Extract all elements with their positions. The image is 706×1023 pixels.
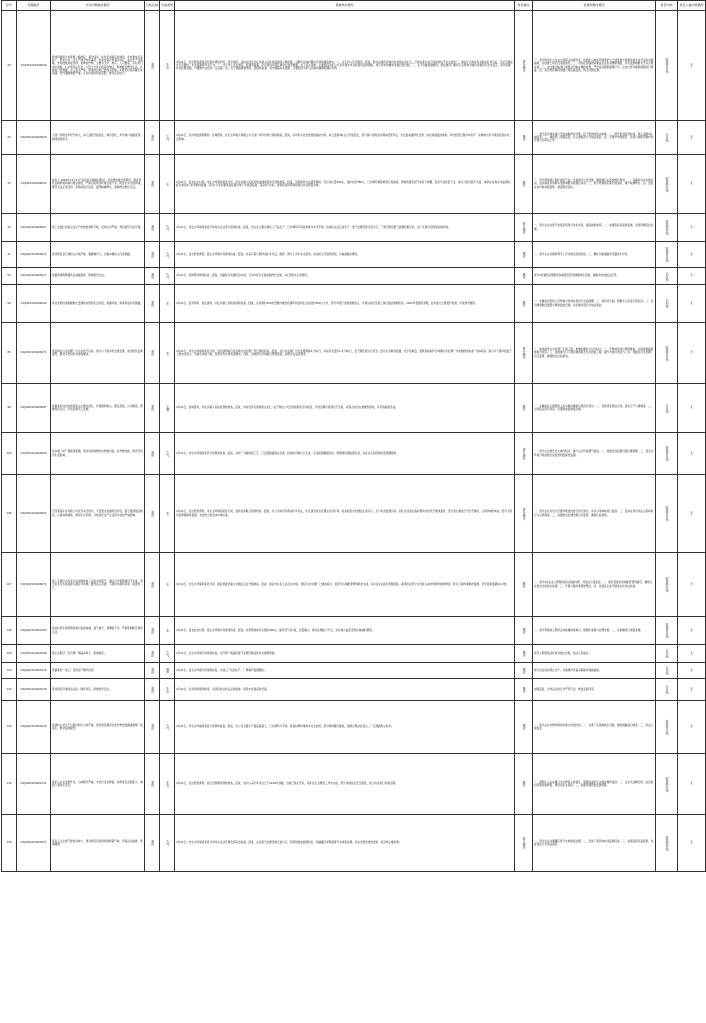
row-closed: 已办结 [656, 285, 678, 323]
row-handling: 一、加快推进污水处理厂扩建工程，新增处理能力1万吨/日。二、开展城区雨污管网排查，对混接错接管道进行改造。三、实施排污口下游河道清淤及生态修复工程，提升水体自净能力。四、加强对污水处理厂运行监管，确保稳定达标排放。 [533, 323, 656, 384]
row-handling: 责令企业夜间停止生产，对高噪声设备采取隔声减振措施。 [533, 663, 656, 679]
row-closed: 已办结 [656, 121, 678, 155]
row-issue: 新州所辖黄沙村黄姐公路地段，黄沙线旁、在挖平乡路沿线地段，乡村建成多家砖厂，原来沙河、水主产地洪水所淹没，并来自黄沙村周边村庄，农业生产受影响，乡村坡地造成田地，未种农作物，主要为玉米、地瓜。人口聚集，乡村实行集中垦地。1.矿场非法开采，大量土方外运到其他地区，影响附近群众生活。2.地表已经裸露，水土流失严重，原来的田地已经成为荒地。3.附近村民房屋出现裂缝，村内道路破损严重。4.乡村集体利益受损，群众意见较大。 [51, 11, 145, 121]
row-code: D2JX202104200017 [17, 268, 51, 285]
header-region: 行政区域 [145, 1, 160, 11]
row-handling: 一、责令2家企业立即整改雨污混接问题，并依法立案查处。二、园区管委会加快配套管网建设，确保企业废水全收集全处理。三、开展下游沟渠清淤整治。四、对园区企业开展常态化执法检查。 [533, 553, 656, 617]
row-type: 水 [160, 155, 175, 214]
row-number: 138 [2, 815, 17, 872]
table-row [2, 11, 706, 121]
table-row [2, 285, 706, 323]
table-row [2, 815, 706, 872]
table-row [2, 433, 706, 475]
row-closed: 已办结 [656, 679, 678, 701]
header-survey: 调查核实情况 [175, 1, 515, 11]
row-code: D2JX202104200020 [17, 121, 51, 155]
row-code: D2JX202104200011 [17, 242, 51, 268]
row-handling: 一、责令两家矿山企业立即停止违规作业，按照矿山地质环境保护与土地复垦方案要求落实边开采边治理措施，完成排土场拦挡设施建设。二、对存在裂缝的房屋由企业负责维修加固，并对受影响群众予以合理补偿。三、由交通运输部门加强对运输车辆的监管，严厉查处超载超限行为，企业出资对破损道路进行修复。四、县自然资源局加强日常巡查监管，防止问题反弹。 [533, 11, 656, 121]
table-row [2, 701, 706, 754]
row-verified: 部分属实 [515, 323, 533, 384]
row-type: 大气 [160, 701, 175, 754]
row-handling: 一、乡镇政府立即组织人员车辆对堆积垃圾进行清运。二、及时续签保洁合同，落实日产日清制度。三、对收集点进行改造，设置渗滤液收集设施。 [533, 384, 656, 433]
table-row [2, 553, 706, 617]
row-number: 33 [2, 155, 17, 214]
row-region: 某县 [145, 155, 160, 214]
row-handling: 一、乡镇政府组织人员机械对河道垃圾进行全面清理。二、落实河长制，明确专人负责日常巡河。三、在河道两侧设置警示牌和监控设施，对乱倒垃圾行为依法查处。 [533, 285, 656, 323]
table-row [2, 242, 706, 268]
row-region: 某县 [145, 214, 160, 242]
row-code: X2JX202104200026 [17, 11, 51, 121]
row-type: 大气 [160, 268, 175, 285]
row-survey: 4月22日，市生态环境局某县分局对该企业开展夜间突击检查。经查，企业废气处理设施正常运行，有组织排放监测达标，但储罐区呼吸阀废气未收集处理，存在无组织排放现象，是异味主要来源。 [175, 815, 515, 872]
table-body [2, 11, 706, 872]
row-type: 水 [160, 323, 175, 384]
header-code: 受理编号 [17, 1, 51, 11]
row-number: 105 [2, 433, 17, 475]
row-closed: 阶段性办结 [656, 815, 678, 872]
row-accountability: 无 [678, 679, 706, 701]
row-survey: 4月22日，区市场监督管理局、区城管局、区生态环境分局联合对大成广场早市进行现场调查。经查，该早市为自发形成的临时市场，每日凌晨4时左右开始营业，部分商户使用流动餐车经营早点，未安装油烟净化设施，存在油烟直排现象。早市经营过程中叫卖声、车辆进出声对周边居民存在一定影响。 [175, 121, 515, 155]
row-number: 108 [2, 617, 17, 645]
row-code: D2JX202104200115 [17, 663, 51, 679]
row-accountability: 无 [678, 323, 706, 384]
row-closed: 阶段性办结 [656, 553, 678, 617]
row-closed: 阶段性办结 [656, 475, 678, 553]
row-type: 大气 [160, 121, 175, 155]
row-region: 某县 [145, 242, 160, 268]
row-closed: 阶段性办结 [656, 701, 678, 754]
table-row [2, 384, 706, 433]
row-number: 85 [2, 323, 17, 384]
header-row [2, 1, 706, 11]
row-handling: 一、责令企业对设计范围外堆放的废石进行清运，并对占用林地进行复绿。二、县林业局对非法占用林地行为立案调查。三、加强废水处理设施运行监管，确保达标排放。 [533, 475, 656, 553]
row-region: 某县 [145, 433, 160, 475]
row-verified: 属实 [515, 242, 533, 268]
row-region: 某县 [145, 663, 160, 679]
row-issue: 某镇某村村内垃圾收集点长期未清运，垃圾堆积如山，散发恶臭，污水横流，影响村民生活，多次反映无人处理。 [51, 384, 145, 433]
row-region: 某县 [145, 323, 160, 384]
row-handling: 一、责令流动餐车商户安装油烟净化设施，拒不整改的依法取缔。二、规范早市经营时间，禁止凌晨5时前经营。三、城管部门加强巡查，对占道经营行为依法查处。四、设置早市管理员，负责日常秩序维护和环境卫生保洁工作。 [533, 121, 656, 155]
row-number: 47 [2, 242, 17, 268]
row-issue: 某建材公司生产过程中粉尘污染严重，周边居民屋顶及农作物表面覆盖厚厚一层灰尘，群众反映强烈。 [51, 701, 145, 754]
row-accountability: 无 [678, 121, 706, 155]
row-survey: 4月22日，县自然资源局、市生态环境局某县分局、县林业局联合现场核查。经查，该公司持有有效采矿许可证，矿区建有废水处理站及尾矿库。检查时废水处理站正常运行，出口水质监测达标。但矿区内废石临时堆场未按设计要求建设，部分废石堆放于设计范围外，占用林地约5亩。经对下游河流断面取样监测，水质符合地表水III类标准。 [175, 475, 515, 553]
row-number: 136 [2, 754, 17, 815]
row-issue: 某化工企业废气排放异味大，周边居民夜间常闻到刺鼻气味，怀疑企业偷排，影响健康。 [51, 815, 145, 872]
row-handling: 一、责令企业对物料堆场实施全封闭改造。二、完善厂区喷淋抑尘设施，增加道路清扫频次。三、依法立案查处。 [533, 701, 656, 754]
row-survey: 4月22日，县自然资源局、县应急管理局现场核查。经查，该矿山采矿许可证已于2019年到期，目前已停止开采，但矿区生态修复工作未完成，部分边坡存在安全隐患，排土场未进行有效治理。 [175, 754, 515, 815]
row-survey: 4月22日，市生态环境局某县分局、县住建局联合对县城污水处理厂进行现场检查。经查，该污水处理厂设计处理规模2万吨/日，实际进水量约2.3万吨/日，处于超负荷运行状态。经对出水取样监测，化学需氧量、氨氮等指标符合城镇污水处理厂污染物排放标准一级A标准。排污口下游河段由于上游来水量小、河道自净能力弱，局部存在水体发黑现象。同时，县城部分区域雨污管网混接，雨季存在溢流现象。 [175, 323, 515, 384]
row-survey: 4月22日，市生态环境局某县分局现场检查。经查，该公司主要生产商品混凝土，已办理环评手续。检查时物料堆场未完全封闭，部分物料露天堆放，装卸过程存在扬尘，厂区道路积尘较多。 [175, 701, 515, 754]
table-row [2, 475, 706, 553]
row-accountability: 无 [678, 155, 706, 214]
row-type: 生态 [160, 11, 175, 121]
row-number: 43 [2, 214, 17, 242]
row-type: 生态 [160, 679, 175, 701]
row-verified: 属实 [515, 701, 533, 754]
row-code: D2JX202104200087 [17, 384, 51, 433]
row-accountability: 无 [678, 815, 706, 872]
row-type: 生态 [160, 754, 175, 815]
row-accountability: 无 [678, 475, 706, 553]
row-survey: 4月22日，县自然资源局、县生态环境分局现场检查。经查，该采石场已取得采矿许可证，破碎、筛分工序未完全密闭，存在粉尘无组织排放，运输道路未硬化。 [175, 242, 515, 268]
row-type: 大气 [160, 242, 175, 268]
row-issue: 某乡镇一砖厂烟囱冒黑烟，周边村民晾晒的衣物被污染，农作物受损，附近学校学生受影响。 [51, 433, 145, 475]
row-region: 某县 [145, 11, 160, 121]
row-code: D2JX202104200124 [17, 701, 51, 754]
row-number: 106 [2, 475, 17, 553]
row-accountability: 无 [678, 214, 706, 242]
row-type: 噪声 [160, 663, 175, 679]
row-verified: 属实 [515, 285, 533, 323]
row-closed: 已办结 [656, 645, 678, 663]
row-accountability: 无 [678, 268, 706, 285]
row-survey: 4月22日，县农业农村局、市生态环境局某县分局、所在乡镇人民政府组成调查组进行现场核查。经查，该养殖场为生猪养殖场，设计存栏量500头，现存栏约380头，已办理环境影响登记表备案。养殖场建有沼气池及干粪棚，但沼气池容量不足，雨污分流设施不完善，雨季存在粪污外溢现象。经对周边3口水井取样监测，其中1口水井氨氮指标超过地下水质量标准，其余2口达标。现场检查时养殖场周边存在明显异味。 [175, 155, 515, 214]
row-verified: 属实 [515, 617, 533, 645]
row-type: 大气 [160, 815, 175, 872]
row-survey: 4月22日，县自然资源局会同县环境保护局、县水利局、县林业局及所在乡镇人民政府组成联合调查组，对群众反映问题进行现场调查核实。一、关于矿山开采情况。经查，群众反映的区域内共有两处采矿点，分别为黄沙村石料场和挖平乡页岩砖厂，两处矿点均持有有效采矿许可证，开采范围在许可范围内，未发现越界开采行为。二、关于水土流失情况。经现场勘查，矿区周边局部区域存在地表裸露、水土流失现象，主要原因为矿山开采过程中未及时落实复绿措施，排土场未按要求设置拦挡设施。三、关于房屋裂缝情况。经住建部门组织专业机构对周边房屋进行安全鉴定，部分房屋存在轻微裂缝，与爆破作业存在一定关联。四、关于道路破损情况。经现场查看，村内道路存在破损，主要原因为矿山运输车辆超载通行所致。 [175, 11, 515, 121]
row-survey: 4月22日，县农业农村局、县生态环境分局现场核查。经查，该养殖场存栏生猪约200头，建有沼气池1座，容量偏小，粪污处理能力不足，存在粪污溢流至周边鱼塘的情况。 [175, 617, 515, 645]
row-number: 26 [2, 11, 17, 121]
row-accountability: 无 [678, 645, 706, 663]
row-code: X2JX202104200049 [17, 285, 51, 323]
header-handling: 处理和整改情况 [533, 1, 656, 11]
row-number: 134 [2, 701, 17, 754]
row-accountability: 无 [678, 663, 706, 679]
row-closed: 阶段性办结 [656, 617, 678, 645]
table-row [2, 323, 706, 384]
row-verified: 属实 [515, 553, 533, 617]
header-verified: 是否属实 [515, 1, 533, 11]
row-number: 50 [2, 268, 17, 285]
row-type: 水 [160, 553, 175, 617]
row-survey: 4月22日，县城管局、所在乡镇人民政府现场核查。经查，该村设有垃圾收集点2处，由于保洁公司合同到期未及时续签，导致近期垃圾清运不及时，收集点存在垃圾堆积现象，并有渗滤液外溢。 [175, 384, 515, 433]
table-row [2, 754, 706, 815]
table-row [2, 617, 706, 645]
row-issue: 某村附近采石场粉尘污染严重，爆破噪声大，运输车辆扬尘污染道路。 [51, 242, 145, 268]
row-issue: 某矿山企业违规开采，山体破坏严重，未进行生态修复，雨季泥石流隐患大，威胁下游村庄安全。 [51, 754, 145, 815]
row-type: 大气 [160, 433, 175, 475]
row-verified: 部分属实 [515, 214, 533, 242]
row-issue: 某县城区污水处理厂出水水质不达标，排污口下游河水发黑发臭，周边居民反映强烈，群众多次投诉未得到解决。 [51, 323, 145, 384]
row-handling: 一、责令企业规范点火操作程序，减少点火阶段烟气排放。二、加强在线监测设施运维管理。三、县生态环境分局加强日常监管和监督性监测。 [533, 433, 656, 475]
row-handling: 加强巡查，对非法采砂行为严厉打击，修复受损河床。 [533, 679, 656, 701]
row-region: 某县 [145, 617, 160, 645]
row-region: 某区 [145, 121, 160, 155]
row-accountability: 无 [678, 11, 706, 121]
header-type: 污染类型 [160, 1, 175, 11]
row-accountability: 无 [678, 754, 706, 815]
row-region: 某县 [145, 815, 160, 872]
row-code: D2JX202104200097 [17, 475, 51, 553]
table-row [2, 645, 706, 663]
table-row [2, 155, 706, 214]
row-verified: 属实 [515, 645, 533, 663]
row-number: 124 [2, 679, 17, 701]
row-issue: 某村北侧河道被倾倒大量建筑垃圾和生活垃圾，堵塞河道，雨季造成河水倒灌。 [51, 285, 145, 323]
row-code: D2JX202104200093 [17, 433, 51, 475]
row-handling: 一、责令企业对破碎筛分工序实施全封闭改造。二、硬化运输道路并设置洗车平台。 [533, 242, 656, 268]
row-code: X2JX202104200031 [17, 155, 51, 214]
row-accountability: 无 [678, 384, 706, 433]
row-number: 120 [2, 663, 17, 679]
row-issue: 某某村旁生猪养殖场粪污直排鱼塘，臭气熏天，苍蝇蚊子多，严重影响附近居民生活。 [51, 617, 145, 645]
row-verified: 属实 [515, 384, 533, 433]
row-closed: 阶段性办结 [656, 155, 678, 214]
row-code: D2JX202104200103 [17, 617, 51, 645]
row-closed: 阶段性办结 [656, 323, 678, 384]
row-number: 56 [2, 285, 17, 323]
header-no: 序号 [2, 1, 17, 11]
row-code: D2JX202104200027 [17, 214, 51, 242]
row-region: 某县 [145, 553, 160, 617]
row-verified: 属实 [515, 679, 533, 701]
row-issue: 某工业园区内某企业生产时排放刺鼻气味，夜间尤为严重，周边居民无法开窗。 [51, 214, 145, 242]
row-survey: 4月22日，县生态环境分局现场检查，该加工厂夜间生产，厂界噪声监测超标。 [175, 663, 515, 679]
row-verified: 部分属实 [515, 475, 533, 553]
row-code: D2JX202104200118 [17, 679, 51, 701]
row-region: 某县 [145, 475, 160, 553]
row-survey: 4月22日，县水利局、县住建局、所在乡镇人民政府现场核查。经查，该河道约300米范围内堆放有建筑垃圾和生活垃圾约500立方米，部分河段行洪断面被挤占，系周边村民及施工单位随意倾倒所致。2020年曾组织清理，但未建立长效管护机制，垃圾再次堆积。 [175, 285, 515, 323]
row-closed: 阶段性办结 [656, 242, 678, 268]
row-closed: 阶段性办结 [656, 433, 678, 475]
row-handling: 责令立即更换活性炭并建立台账，依法立案查处。 [533, 645, 656, 663]
table-row [2, 679, 706, 701]
row-accountability: 无 [678, 617, 706, 645]
row-issue: 投诉人 2018年12月13日在县某乡镇南村附近，村里规划建设养殖场，附近居民反映养殖场粪污随意排放，严重污染周边环境及地下水，附近水井出现异味，群众无法正常饮用；养殖场臭气扰民，夏季蚊蝇孳生，影响周边居民生活。 [51, 155, 145, 214]
row-number: 98 [2, 384, 17, 433]
row-type: 水 [160, 285, 175, 323]
header-accountability: 责任人被问责情况 [678, 1, 706, 11]
header-issue: 交办问题基本情况 [51, 1, 145, 11]
row-survey: 4月22日，县城管局现场检查。经查，该路段共有餐饮店12家，其中3家未安装油烟净化设施，2家设施未正常使用。 [175, 268, 515, 285]
row-issue: 某村附近河道非法采砂，破坏河床，影响防洪安全。 [51, 679, 145, 701]
row-accountability: 无 [678, 433, 706, 475]
row-code: D2JX202104200137 [17, 815, 51, 872]
row-type: 水 [160, 617, 175, 645]
row-issue: 大成广场附近早市气味大，每天凌晨开始营业，噪声扰民，早市商户油烟直排，影响居民休息。 [51, 121, 145, 155]
row-verified: 属实 [515, 121, 533, 155]
row-closed: 阶段性办结 [656, 214, 678, 242]
table-row [2, 268, 706, 285]
row-closed: 阶段性办结 [656, 11, 678, 121]
row-survey: 4月22日，市生态环境局某县分局、园区管委会联合对园区企业开展排查。经查，园区内共有工业企业23家，园区污水处理厂已建成投运，但部分区域配套管网尚未完善，有2家企业雨污管网混接，雨季存在部分污水混入雨水管网外排的情况。经对下游沟渠取样监测，化学需氧量超标0.3倍。 [175, 553, 515, 617]
row-verified: 属实 [515, 663, 533, 679]
row-type: 水 [160, 475, 175, 553]
row-code: D2JX202104200131 [17, 754, 51, 815]
row-verified: 部分属实 [515, 11, 533, 121]
row-handling: 一、责令养殖场立即扩建沼气池，完善雨污分流设施，确保粪污全部资源化利用。二、对超标水井实施封闭，由乡镇政府协调为受影响群众接通自来水。三、责令养殖场定期开展消杀，减少蚊蝇孳生。四、县农业农村局加强监管，督促整改到位。 [533, 155, 656, 214]
row-survey: 4月22日，县水利局现场核查，该河段存在非法采砂痕迹，现场未发现采砂设备。 [175, 679, 515, 701]
row-accountability: 无 [678, 701, 706, 754]
row-verified: 属实 [515, 754, 533, 815]
row-survey: 4月22日，市生态环境局某县分局现场检查。经查，该砖厂为隧道窑工艺，已安装脱硫除尘设施，检查时设施运行正常，在线监测数据达标。经调阅近期监测记录，存在点火阶段短时冒黑烟现象。 [175, 433, 515, 475]
table-row [2, 663, 706, 679]
row-number: 109 [2, 645, 17, 663]
row-closed: 已办结 [656, 268, 678, 285]
row-code: D2JX202104200108 [17, 645, 51, 663]
table-row [2, 121, 706, 155]
row-code: D2JX202104200071 [17, 323, 51, 384]
row-accountability: 无 [678, 242, 706, 268]
row-closed: 已办结 [656, 384, 678, 433]
row-type: 土壤 [160, 384, 175, 433]
row-region: 某县 [145, 285, 160, 323]
row-issue: 某镇街道两侧餐饮店油烟直排，影响居民生活。 [51, 268, 145, 285]
row-region: 某县 [145, 754, 160, 815]
row-region: 某县 [145, 701, 160, 754]
row-issue: 某工业园区内多家企业违规排放工业废水和废气，园区污水管网建设不完善，部分企业污水直接排入园区外沟渠，最终流入河道，下游河水颜色异常，鱼类死亡。 [51, 553, 145, 617]
row-handling: 一、责令企业对储罐区废气实施收集处理。二、安装厂界异味在线监测设备。三、加强夜间巡查监管，发现违法行为依法查处。 [533, 815, 656, 872]
row-accountability: 无 [678, 285, 706, 323]
row-handling: 一、督促矿山企业履行生态修复主体责任，限期完成矿区边坡治理和复绿。二、企业无法履行的，由县政府统筹实施修复，费用由企业承担。三、加强汛期隐患监测预警。 [533, 754, 656, 815]
row-issue: 江西某某矿业有限公司在开采过程中，大量废水直排附近河流，废石废渣随意堆放，占用林地耕地，破坏生态环境，当地村民生产生活用水受到严重影响。 [51, 475, 145, 553]
row-region: 某区 [145, 645, 160, 663]
row-handling: 责令5家餐饮店限期安装或规范使用油烟净化设施，逾期未改的依法处罚。 [533, 268, 656, 285]
row-verified: 部分属实 [515, 815, 533, 872]
row-closed: 阶段性办结 [656, 754, 678, 815]
row-accountability: 无 [678, 553, 706, 617]
row-handling: 一、责令企业对废气收集系统进行优化改造，提高收集效率。二、加强夜间巡查和监测，发现问题及时处理。 [533, 214, 656, 242]
row-region: 某县 [145, 679, 160, 701]
row-handling: 一、责令养殖场立即停止向鱼塘排放粪污，限期扩建粪污处理设施。二、对鱼塘进行清淤处理。 [533, 617, 656, 645]
header-closed: 是否办结 [656, 1, 678, 11]
row-region: 某县 [145, 384, 160, 433]
row-region: 某县 [145, 268, 160, 285]
row-type: 大气 [160, 214, 175, 242]
row-verified: 属实 [515, 155, 533, 214]
row-type: 大气 [160, 645, 175, 663]
row-verified: 部分属实 [515, 433, 533, 475]
row-issue: 某小区附近一家汽修厂喷漆异味大，影响居民。 [51, 645, 145, 663]
row-verified: 属实 [515, 268, 533, 285]
row-number: 107 [2, 553, 17, 617]
row-number: 29 [2, 121, 17, 155]
report-table [1, 0, 706, 872]
row-survey: 4月22日，区生态环境分局现场检查，该汽修厂喷漆房废气处理设施活性炭未按期更换。 [175, 645, 515, 663]
row-issue: 某镇某村一加工厂夜间生产噪声扰民。 [51, 663, 145, 679]
row-survey: 4月22日，市生态环境局某县分局对该企业进行现场检查。经查，该企业主要从事化工产品生产，已办理环评审批和排污许可手续。检查时企业正常生产，废气处理设施正常运行，厂界无组织废气监测结果达标，但厂区周边可闻到轻微异味。 [175, 214, 515, 242]
row-closed: 已办结 [656, 663, 678, 679]
row-code: X2JX202104200072 [17, 553, 51, 617]
table-row [2, 214, 706, 242]
